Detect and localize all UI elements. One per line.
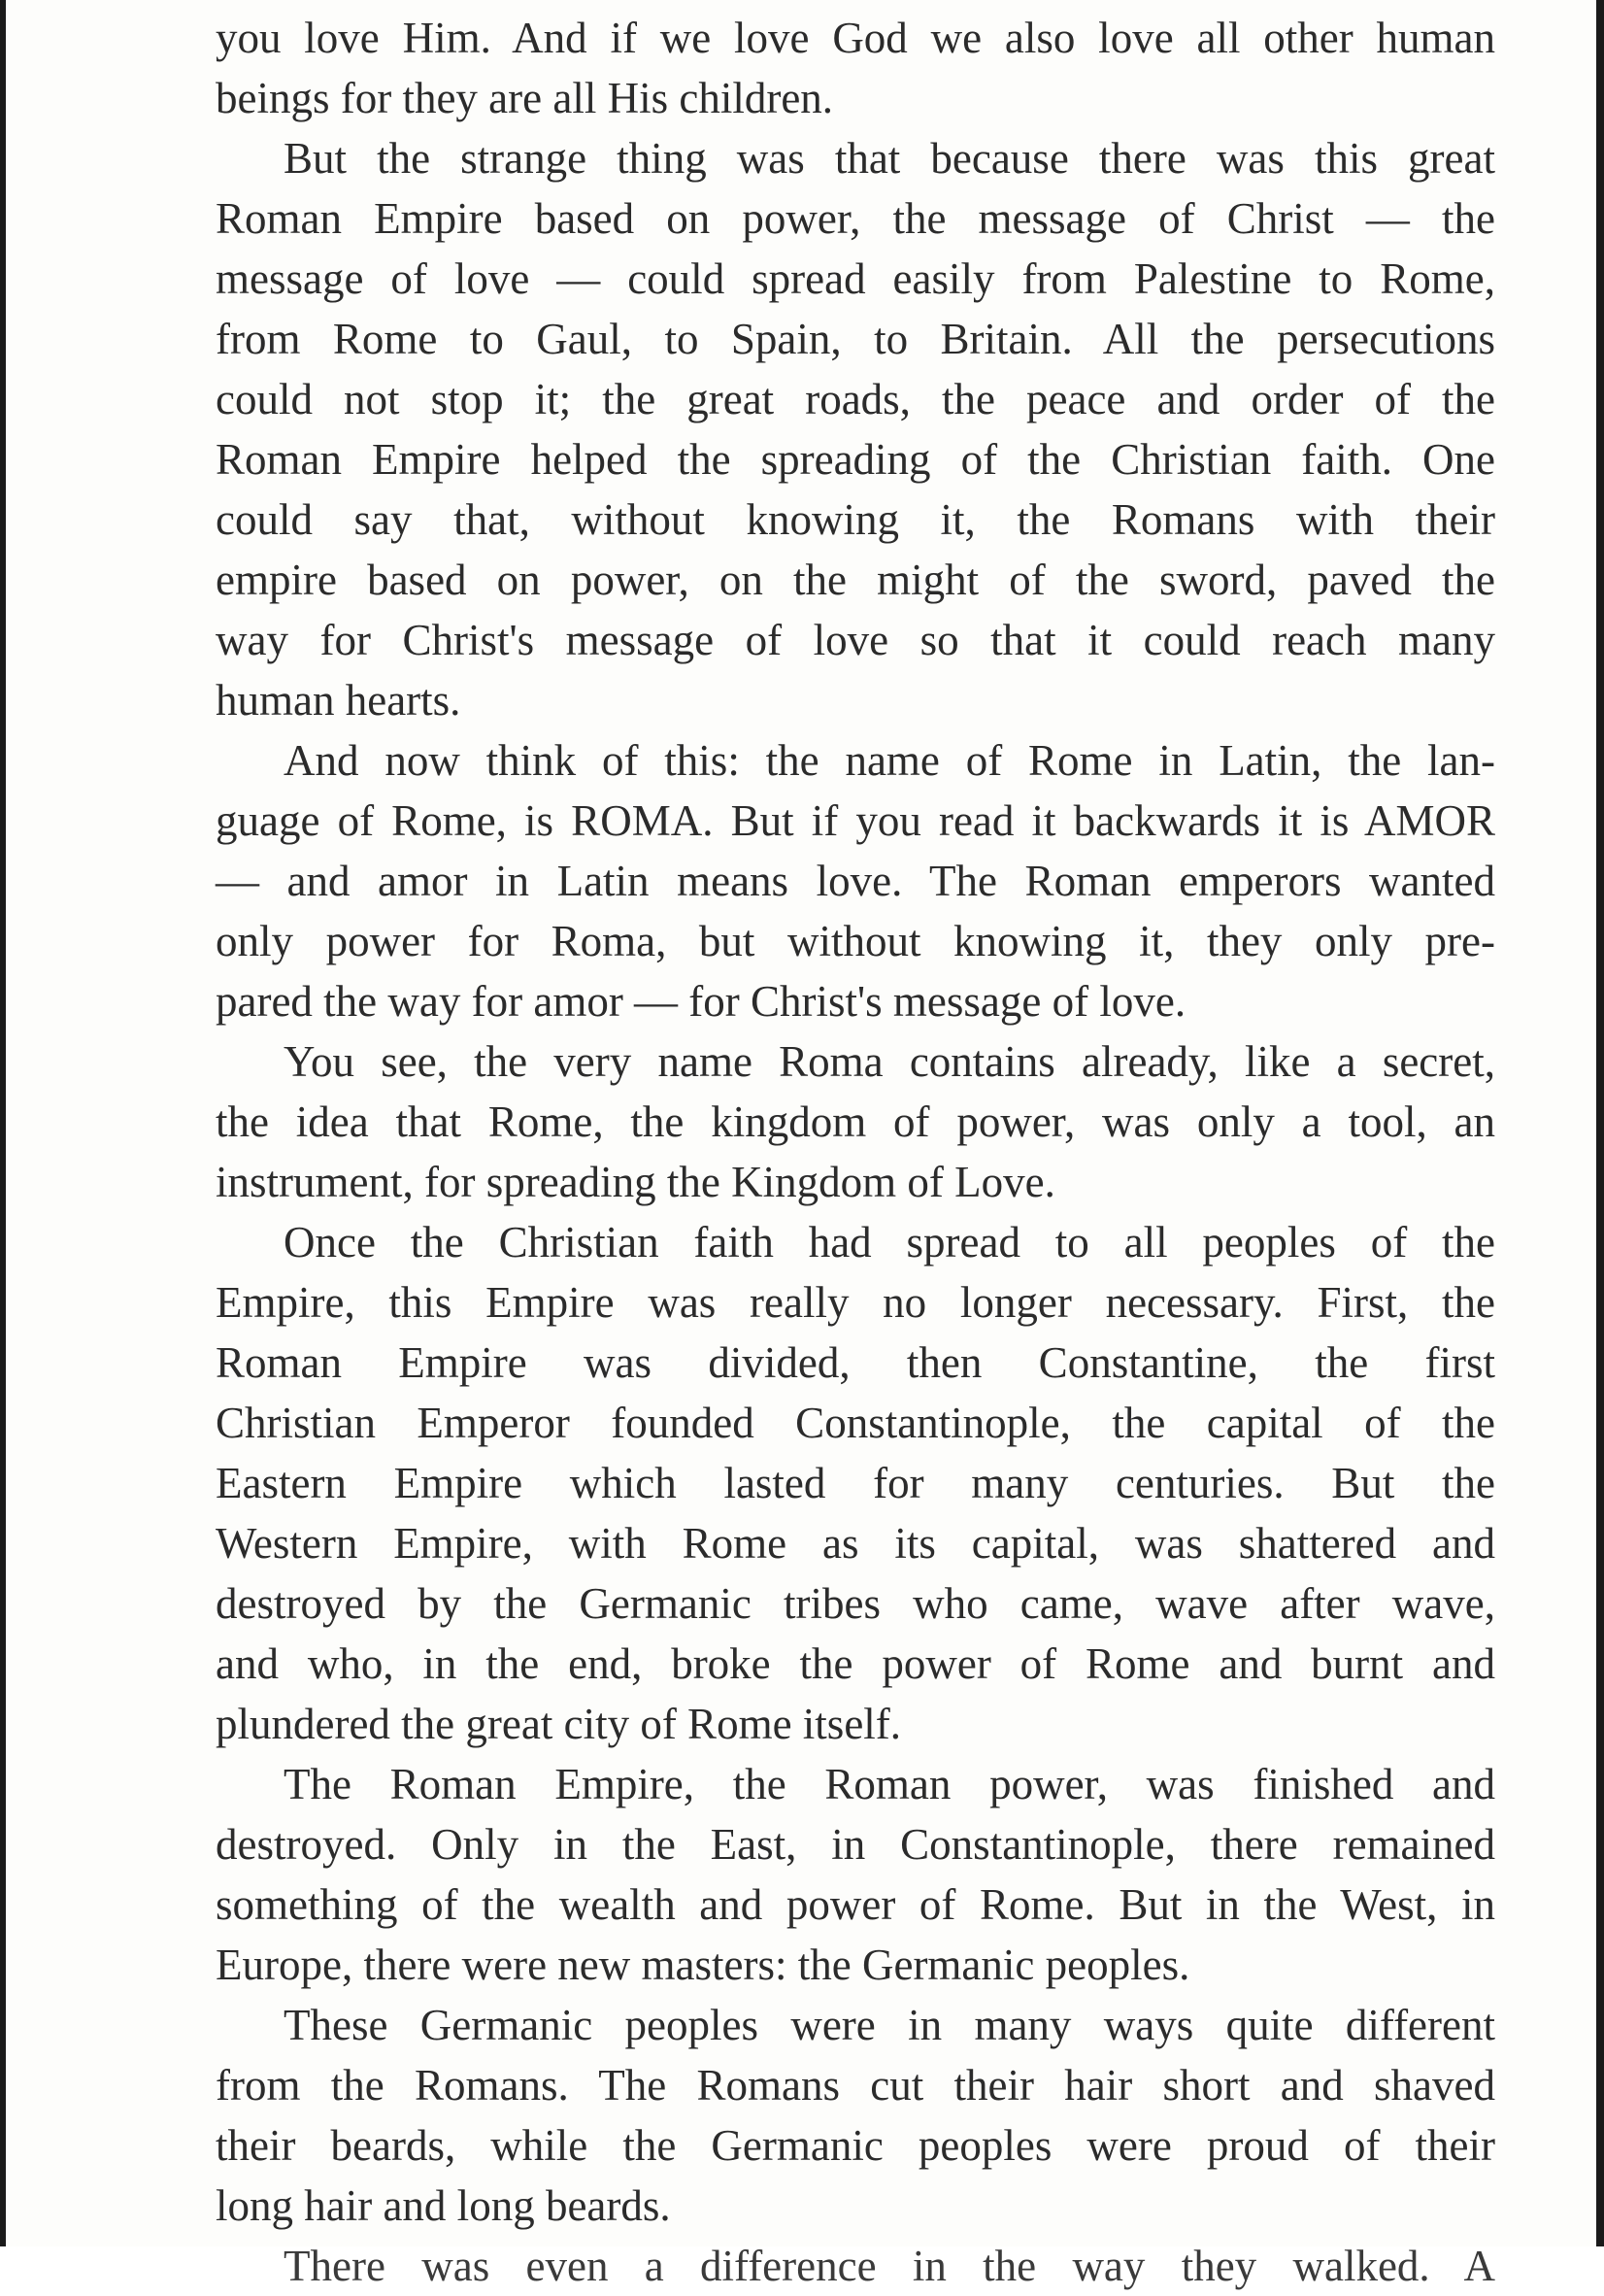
text-column: [216, 0, 1495, 2290]
text-line: Empire, this Empire was really no longer necessary. First, the: [216, 1278, 1495, 1327]
text-line: from the Romans. The Romans cut their hair short and shaved: [216, 2061, 1495, 2110]
text-line: from Rome to Gaul, to Spain, to Britain. All the persecutions: [216, 315, 1495, 363]
text-line: human hearts.: [216, 676, 461, 725]
text-line: destroyed. Only in the East, in Constantinople, there remained: [216, 1820, 1495, 1869]
right-scan-edge: [1596, 0, 1604, 2246]
text-line: could not stop it; the great roads, the peace and order of the: [216, 375, 1495, 423]
text-line: long hair and long beards.: [216, 2181, 671, 2230]
text-line: You see, the very name Roma contains already, like a secret,: [284, 1037, 1495, 1086]
text-line: Western Empire, with Rome as its capital, was shattered and: [216, 1519, 1495, 1568]
left-scan-edge: [0, 0, 6, 2246]
text-line: destroyed by the Germanic tribes who came, wave after wave,: [216, 1579, 1495, 1628]
text-line-cut-off: There was even a difference in the way they walked. A: [284, 2242, 1495, 2290]
text-line: pared the way for amor — for Christ's message of love.: [216, 977, 1186, 1026]
text-line: their beards, while the Germanic peoples were proud of their: [216, 2121, 1495, 2170]
text-line: The Roman Empire, the Roman power, was finished and: [284, 1760, 1495, 1808]
text-line: you love Him. And if we love God we also love all other human: [216, 14, 1495, 62]
text-line: only power for Roma, but without knowing it, they only pre-: [216, 917, 1495, 965]
text-line: But the strange thing was that because there was this great: [284, 134, 1495, 183]
text-line: empire based on power, on the might of the sword, paved the: [216, 556, 1495, 604]
text-line: could say that, without knowing it, the Romans with their: [216, 495, 1495, 544]
text-line: the idea that Rome, the kingdom of power, was only a tool, an: [216, 1097, 1495, 1146]
text-line: Roman Empire was divided, then Constantine, the first: [216, 1338, 1495, 1387]
text-line: beings for they are all His children.: [216, 74, 834, 122]
text-line: Once the Christian faith had spread to all peoples of the: [284, 1218, 1495, 1266]
text-line: — and amor in Latin means love. The Roman emperors wanted: [216, 857, 1495, 905]
text-line: guage of Rome, is ROMA. But if you read it backwards it is AMOR: [216, 796, 1495, 845]
text-line: Roman Empire based on power, the message of Christ — the: [216, 194, 1495, 243]
text-line: And now think of this: the name of Rome in Latin, the lan-: [284, 736, 1495, 785]
text-line: way for Christ's message of love so that it could reach many: [216, 616, 1495, 664]
text-line: Roman Empire helped the spreading of the Christian faith. One: [216, 435, 1495, 484]
text-line: Europe, there were new masters: the Germanic peoples.: [216, 1941, 1190, 1989]
text-line: and who, in the end, broke the power of Rome and burnt and: [216, 1639, 1495, 1688]
text-line: plundered the great city of Rome itself.: [216, 1700, 902, 1748]
text-line: These Germanic peoples were in many ways quite different: [284, 2001, 1495, 2049]
text-line: Eastern Empire which lasted for many centuries. But the: [216, 1459, 1495, 1507]
text-line: instrument, for spreading the Kingdom of Love.: [216, 1158, 1055, 1206]
text-line: Christian Emperor founded Constantinople, the capital of the: [216, 1399, 1495, 1447]
text-line: something of the wealth and power of Rome. But in the West, in: [216, 1880, 1495, 1929]
text-line: message of love — could spread easily from Palestine to Rome,: [216, 254, 1495, 303]
